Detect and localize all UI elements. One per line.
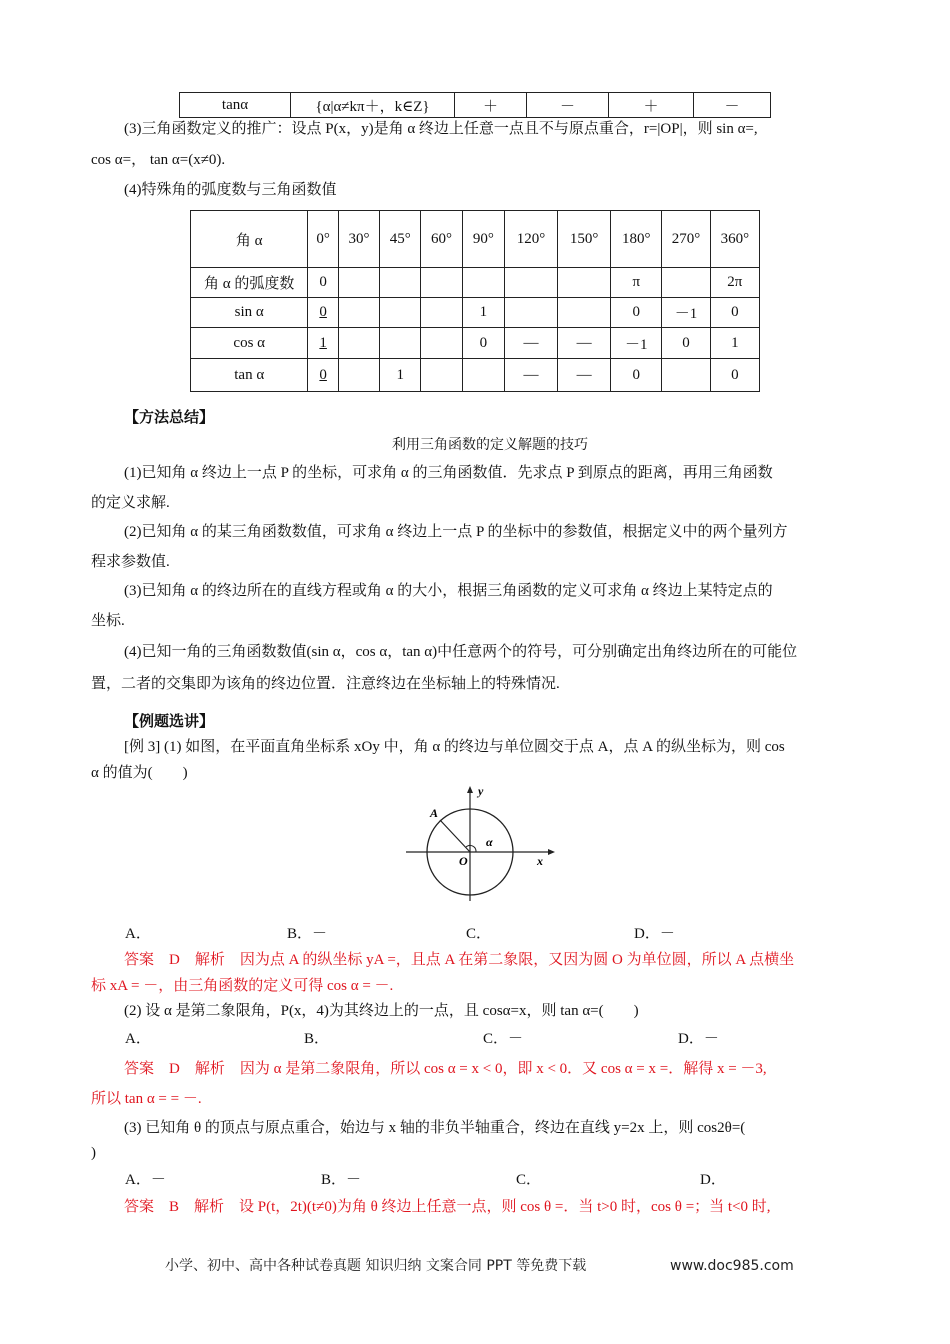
- table-cell: 角 α 的弧度数: [191, 268, 308, 298]
- option: C．: [466, 926, 492, 942]
- table-cell: 45°: [380, 211, 421, 268]
- table-row: [191, 359, 760, 392]
- option: A．: [125, 926, 151, 942]
- question-text: ): [91, 1145, 96, 1161]
- table-cell: [421, 268, 462, 298]
- table-cell: 0: [308, 268, 338, 298]
- table-cell: 1: [462, 298, 504, 328]
- table-cell: —: [558, 359, 611, 392]
- section-heading: 【例题选讲】: [124, 714, 215, 730]
- method-paragraph-line: (3)已知角 α 的终边所在的直线方程或角 α 的大小，根据三角函数的定义可求角 α 终边上某特定点的: [124, 583, 773, 599]
- method-paragraph-line: 置，二者的交集即为该角的终边位置．注意终边在坐标轴上的特殊情况.: [91, 676, 560, 692]
- table-cell: [380, 268, 421, 298]
- table-cell: 0: [611, 298, 662, 328]
- table-cell: 360°: [710, 211, 759, 268]
- table-cell: 0: [710, 359, 759, 392]
- table-row: [191, 298, 760, 328]
- table-cell: 30°: [338, 211, 379, 268]
- table-cell: [558, 268, 611, 298]
- table-cell: －: [527, 93, 609, 118]
- table-cell: 0°: [308, 211, 338, 268]
- figure-label: O: [459, 854, 468, 868]
- table-cell: 0: [308, 298, 338, 328]
- table-cell: 90°: [462, 211, 504, 268]
- table-cell: cos α: [191, 328, 308, 359]
- table-cell: 180°: [611, 211, 662, 268]
- table-cell: [504, 298, 557, 328]
- question-text: (3) 已知角 θ 的顶点与原点重合，始边与 x 轴的非负半轴重合，终边在直线 y=2x 上，则 cos2θ=(: [124, 1120, 746, 1136]
- table-cell: [662, 359, 710, 392]
- section-title: 利用三角函数的定义解题的技巧: [392, 437, 588, 453]
- option: C．: [516, 1172, 542, 1188]
- question-text: (2) 设 α 是第二象限角，P(x，4)为其终边上的一点，且 cosα=x，则 tan α=( ): [124, 1003, 639, 1019]
- unit-circle-figure: [400, 783, 560, 908]
- table-cell: [338, 268, 379, 298]
- table-row: [191, 328, 760, 359]
- table-cell: [558, 298, 611, 328]
- table-cell: 270°: [662, 211, 710, 268]
- paragraph: (3)三角函数定义的推广：设点 P(x，y)是角 α 终边上任意一点且不与原点重合，r=|OP|，则 sin α=,: [124, 121, 758, 137]
- figure-label: A: [430, 806, 439, 820]
- table-cell: sin α: [191, 298, 308, 328]
- question-text: [例 3] (1) 如图，在平面直角坐标系 xOy 中，角 α 的终边与单位圆交于点 A，点 A 的纵坐标为，则 cos: [124, 739, 785, 755]
- answer-text: 答案 D 解析 因为 α 是第二象限角，所以 cos α = x < 0，即 x < 0．又 cos α = x =．解得 x = －3,: [124, 1061, 767, 1077]
- table-cell: [662, 268, 710, 298]
- paragraph: cos α=， tan α=(x≠0).: [91, 152, 226, 168]
- table-row: [191, 211, 760, 268]
- table-cell: tan α: [191, 359, 308, 392]
- option: A．: [125, 1031, 151, 1047]
- table-cell: —: [558, 328, 611, 359]
- table-cell: 120°: [504, 211, 557, 268]
- figure-label: α: [486, 835, 493, 849]
- table-cell: [338, 359, 379, 392]
- table-cell: [421, 328, 462, 359]
- table-cell: —: [504, 328, 557, 359]
- table-cell: [380, 328, 421, 359]
- footer-link[interactable]: www.doc985.com: [670, 1258, 794, 1274]
- table-cell: 0: [710, 298, 759, 328]
- method-paragraph-line: 的定义求解.: [91, 495, 170, 511]
- table-cell: [462, 359, 504, 392]
- table-cell: ＋: [455, 93, 527, 118]
- option: D．－: [678, 1031, 719, 1047]
- table-cell: {α|α≠kπ＋，k∈Z}: [291, 93, 455, 118]
- table-cell: 0: [462, 328, 504, 359]
- method-paragraph-line: (2)已知角 α 的某三角函数数值，可求角 α 终边上一点 P 的坐标中的参数值，根据定义中的两个量列方: [124, 524, 788, 540]
- footer-text: 小学、初中、高中各种试卷真题 知识归纳 文案合同 PPT 等免费下载: [165, 1258, 587, 1274]
- table-cell: [338, 298, 379, 328]
- table-cell: [338, 328, 379, 359]
- table-cell: [504, 268, 557, 298]
- table-cell: 0: [611, 359, 662, 392]
- section-heading: 【方法总结】: [124, 410, 215, 426]
- table-cell: －: [694, 93, 771, 118]
- table-cell: 60°: [421, 211, 462, 268]
- option: D．: [700, 1172, 726, 1188]
- table-cell: －1: [611, 328, 662, 359]
- option: D．－: [634, 926, 675, 942]
- answer-text: 所以 tan α = = －.: [91, 1091, 202, 1107]
- table-cell: －1: [662, 298, 710, 328]
- paragraph: (4)特殊角的弧度数与三角函数值: [124, 182, 337, 198]
- table-cell: 1: [380, 359, 421, 392]
- table-cell: 0: [308, 359, 338, 392]
- table-cell: 2π: [710, 268, 759, 298]
- table-cell: [421, 298, 462, 328]
- table-cell: 1: [710, 328, 759, 359]
- method-paragraph-line: (4)已知一角的三角函数数值(sin α，cos α，tan α)中任意两个的符号，可分别确定出角终边所在的可能位: [124, 644, 798, 660]
- table-row: [191, 268, 760, 298]
- method-paragraph-line: 坐标.: [91, 613, 125, 629]
- table-cell: —: [504, 359, 557, 392]
- table-cell: 150°: [558, 211, 611, 268]
- option: A．－: [125, 1172, 166, 1188]
- question-text: α 的值为( ): [91, 765, 188, 781]
- table-cell: [421, 359, 462, 392]
- option: B．: [304, 1031, 330, 1047]
- method-paragraph-line: (1)已知角 α 终边上一点 P 的坐标，可求角 α 的三角函数值．先求点 P 到原点的距离，再用三角函数: [124, 465, 773, 481]
- option: B．－: [321, 1172, 362, 1188]
- table-cell: [380, 298, 421, 328]
- answer-text: 答案 B 解析 设 P(t，2t)(t≠0)为角 θ 终边上任意一点，则 cos θ =．当 t>0 时，cos θ =；当 t<0 时,: [124, 1199, 771, 1215]
- method-paragraph-line: 程求参数值.: [91, 554, 170, 570]
- figure-label: x: [537, 854, 543, 868]
- figure-label: y: [478, 784, 484, 798]
- table-cell: 角 α: [191, 211, 308, 268]
- option: B．－: [287, 926, 328, 942]
- option: C．－: [483, 1031, 524, 1047]
- table-cell: π: [611, 268, 662, 298]
- table-cell: tanα: [180, 93, 291, 118]
- table-cell: 1: [308, 328, 338, 359]
- table-cell: 0: [662, 328, 710, 359]
- tan-sign-table: [179, 92, 771, 118]
- special-angle-table: [190, 210, 760, 392]
- table-cell: [462, 268, 504, 298]
- answer-text: 答案 D 解析 因为点 A 的纵坐标 yA =，且点 A 在第二象限，又因为圆 O 为单位圆，所以 A 点横坐: [124, 952, 795, 968]
- answer-text: 标 xA = －，由三角函数的定义可得 cos α = －.: [91, 978, 394, 994]
- table-cell: ＋: [609, 93, 694, 118]
